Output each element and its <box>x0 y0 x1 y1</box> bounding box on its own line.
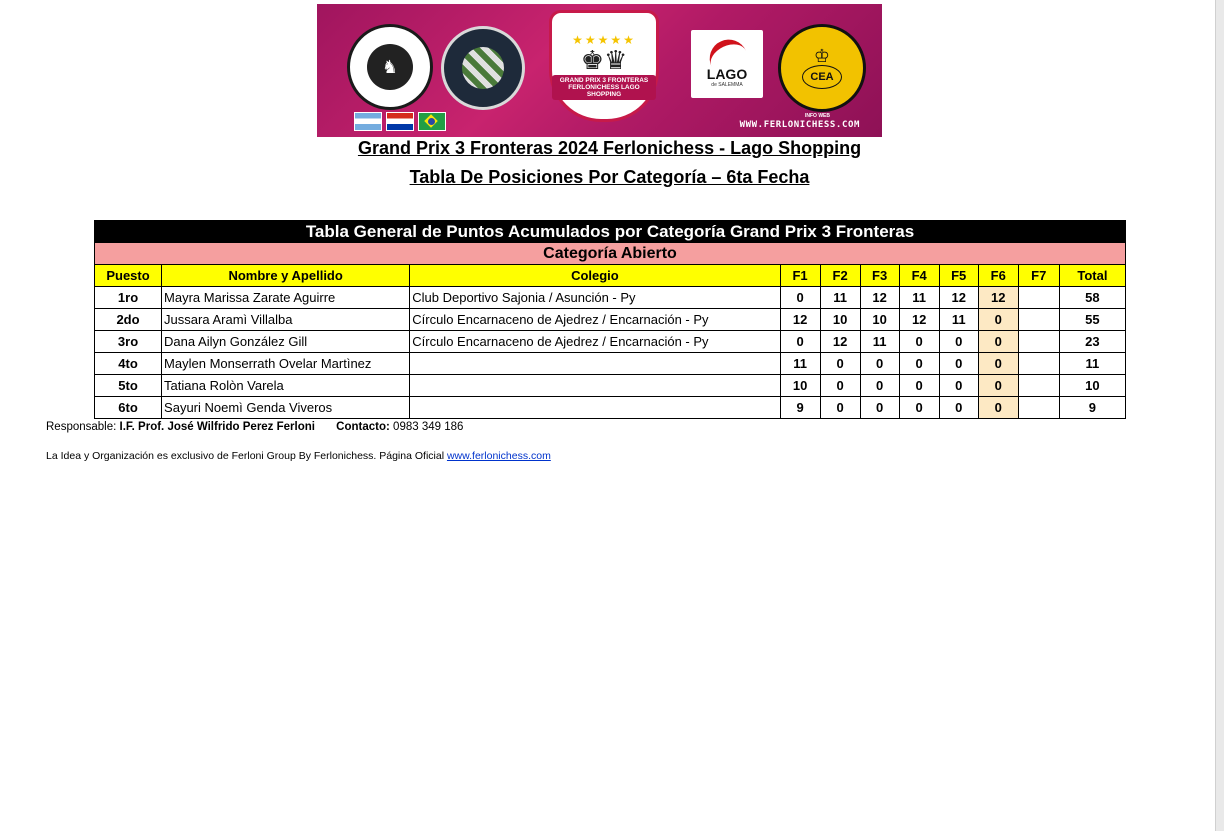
chessboard-icon <box>462 47 504 89</box>
club-ferlonichess-logo <box>441 26 525 110</box>
cell-f3: 10 <box>860 309 899 331</box>
table-row <box>95 397 1126 419</box>
cell-total: 23 <box>1059 331 1125 353</box>
chess-pieces-icon: ♚♛ <box>580 44 628 75</box>
cell-puesto: 3ro <box>95 331 162 353</box>
cell-f4: 11 <box>899 287 939 309</box>
cell-puesto: 4to <box>95 353 162 375</box>
cell-nombre: Tatiana Rolòn Varela <box>162 375 410 397</box>
event-banner <box>317 4 882 137</box>
info-web-label: INFO WEB <box>805 113 830 119</box>
cell-f7 <box>1018 353 1059 375</box>
cell-f4: 12 <box>899 309 939 331</box>
page-subtitle: Tabla De Posiciones Por Categoría – 6ta Fecha <box>409 167 810 187</box>
cell-colegio <box>410 353 780 375</box>
col-puesto: Puesto <box>95 265 162 287</box>
cell-f4: 0 <box>899 375 939 397</box>
cell-f6: 12 <box>978 287 1018 309</box>
feparaj-logo <box>347 24 433 110</box>
col-f2: F2 <box>820 265 860 287</box>
website-link[interactable]: www.ferlonichess.com <box>446 450 551 462</box>
col-f1: F1 <box>780 265 820 287</box>
col-f5: F5 <box>939 265 978 287</box>
credit-text: La Idea y Organización es exclusivo de Ferloni Group By Ferlonichess. Página Oficial <box>46 450 445 462</box>
cell-f3: 0 <box>860 375 899 397</box>
col-f6: F6 <box>978 265 1018 287</box>
cell-f5: 12 <box>939 287 978 309</box>
lago-logo-word: LAGO <box>706 66 748 82</box>
responsable-line <box>46 421 463 433</box>
cell-f1: 0 <box>780 331 820 353</box>
cell-total: 55 <box>1059 309 1125 331</box>
table-heading: Tabla General de Puntos Acumulados por Categoría Grand Prix 3 Fronteras <box>95 221 1126 243</box>
grand-prix-logo <box>549 10 659 122</box>
col-f4: F4 <box>899 265 939 287</box>
col-f3: F3 <box>860 265 899 287</box>
grand-prix-logo-text: GRAND PRIX 3 FRONTERAS FERLONICHESS LAGO SHOPPING <box>552 75 656 100</box>
cell-puesto: 5to <box>95 375 162 397</box>
cell-f1: 12 <box>780 309 820 331</box>
cell-f3: 11 <box>860 331 899 353</box>
cell-f7 <box>1018 397 1059 419</box>
page-edge <box>1215 0 1224 831</box>
crown-icon: ♔ <box>813 46 831 66</box>
chess-knight-icon: ♞ <box>367 44 413 90</box>
cell-f5: 11 <box>939 309 978 331</box>
flags <box>354 112 446 131</box>
brazil-flag-icon <box>418 112 446 131</box>
cell-f5: 0 <box>939 397 978 419</box>
cell-f3: 0 <box>860 353 899 375</box>
column-headers <box>95 265 1126 287</box>
cell-f1: 11 <box>780 353 820 375</box>
contacto-number: 0983 349 186 <box>393 421 464 433</box>
cell-colegio: Círculo Encarnaceno de Ajedrez / Encarnación - Py <box>410 309 780 331</box>
cell-f6: 0 <box>978 353 1018 375</box>
cell-puesto: 1ro <box>95 287 162 309</box>
cell-total: 58 <box>1059 287 1125 309</box>
cell-total: 10 <box>1059 375 1125 397</box>
paraguay-flag-icon <box>386 112 414 131</box>
cell-total: 9 <box>1059 397 1125 419</box>
cell-f2: 10 <box>820 309 860 331</box>
cell-nombre: Mayra Marissa Zarate Aguirre <box>162 287 410 309</box>
cell-f5: 0 <box>939 375 978 397</box>
col-f7: F7 <box>1018 265 1059 287</box>
cell-f2: 11 <box>820 287 860 309</box>
table-row <box>95 331 1126 353</box>
cell-f5: 0 <box>939 353 978 375</box>
cell-colegio: Club Deportivo Sajonia / Asunción - Py <box>410 287 780 309</box>
cell-f6: 0 <box>978 309 1018 331</box>
cell-f5: 0 <box>939 331 978 353</box>
responsable-label: Responsable: <box>46 421 117 433</box>
col-colegio: Colegio <box>410 265 780 287</box>
category-heading: Categoría Abierto <box>95 243 1126 265</box>
cell-f7 <box>1018 287 1059 309</box>
cell-f2: 0 <box>820 353 860 375</box>
col-total: Total <box>1059 265 1125 287</box>
table-row <box>95 375 1126 397</box>
cell-f2: 0 <box>820 397 860 419</box>
cell-f7 <box>1018 331 1059 353</box>
cell-f4: 0 <box>899 353 939 375</box>
cell-f6: 0 <box>978 375 1018 397</box>
table-row <box>95 287 1126 309</box>
contacto-label: Contacto: <box>336 421 390 433</box>
cell-f7 <box>1018 375 1059 397</box>
cell-f6: 0 <box>978 397 1018 419</box>
cell-f3: 0 <box>860 397 899 419</box>
cell-f3: 12 <box>860 287 899 309</box>
standings-table <box>94 220 1126 419</box>
argentina-flag-icon <box>354 112 382 131</box>
cell-f4: 0 <box>899 397 939 419</box>
cell-colegio <box>410 375 780 397</box>
cell-f2: 12 <box>820 331 860 353</box>
cell-nombre: Dana Ailyn González Gill <box>162 331 410 353</box>
cell-total: 11 <box>1059 353 1125 375</box>
cell-f6: 0 <box>978 331 1018 353</box>
cell-f1: 9 <box>780 397 820 419</box>
cell-f7 <box>1018 309 1059 331</box>
cell-colegio <box>410 397 780 419</box>
cell-f1: 0 <box>780 287 820 309</box>
cell-f2: 0 <box>820 375 860 397</box>
lago-logo-sub: de SALEMMA <box>711 82 743 88</box>
cell-nombre: Jussara Aramì Villalba <box>162 309 410 331</box>
cell-puesto: 6to <box>95 397 162 419</box>
cell-f1: 10 <box>780 375 820 397</box>
page-title: Grand Prix 3 Fronteras 2024 Ferlonichess - Lago Shopping <box>357 138 862 158</box>
cea-logo <box>778 24 866 112</box>
banner-website: WWW.FERLONICHESS.COM <box>739 120 860 130</box>
responsable-name: I.F. Prof. José Wilfrido Perez Ferloni <box>119 421 315 433</box>
stars-icon: ★★★★★ <box>572 32 636 47</box>
table-row <box>95 309 1126 331</box>
cell-colegio: Círculo Encarnaceno de Ajedrez / Encarnación - Py <box>410 331 780 353</box>
cell-nombre: Sayuri Noemì Genda Viveros <box>162 397 410 419</box>
cell-puesto: 2do <box>95 309 162 331</box>
cea-logo-mark: CEA <box>802 65 842 89</box>
cell-nombre: Maylen Monserrath Ovelar Martìnez <box>162 353 410 375</box>
table-row <box>95 353 1126 375</box>
credit-line <box>46 450 551 462</box>
lago-shopping-logo <box>691 30 763 98</box>
cell-f4: 0 <box>899 331 939 353</box>
col-nombre: Nombre y Apellido <box>162 265 410 287</box>
